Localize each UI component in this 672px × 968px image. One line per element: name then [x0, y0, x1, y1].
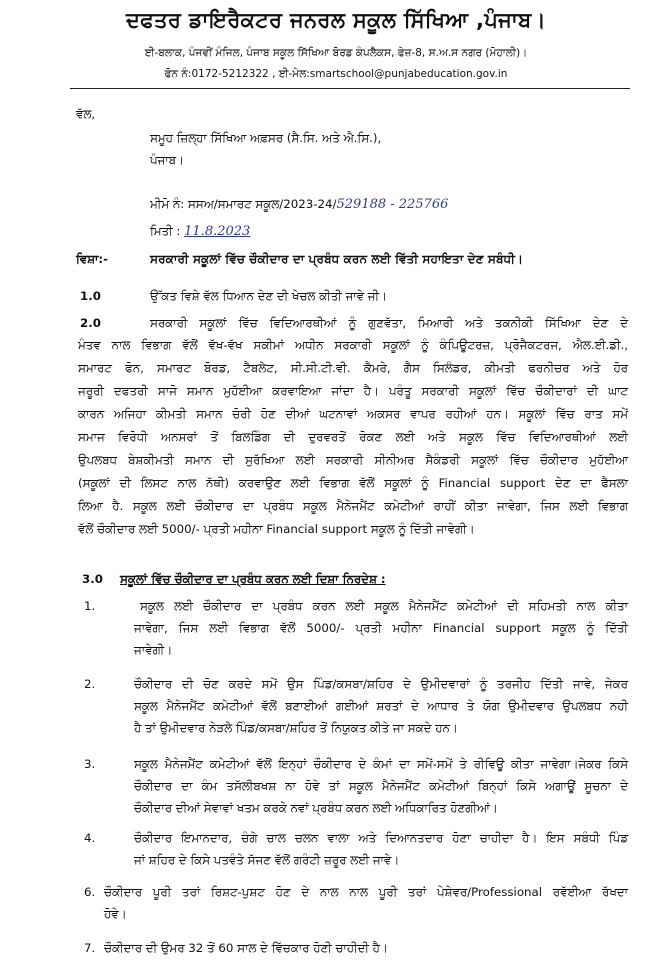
guideline-line: ਚੌਕੀਦਾਰ ਪੂਰੀ ਤਰਾਂ ਰਿਸ਼ਟ-ਪੁਸ਼ਟ ਹੋਣ ਦੇ ਨਾਲ ਨਾਲ ਪੂਰੀ ਤਰਾਂ ਪੇਸ਼ੇਵਰ/Professional ਰਵੱਈਆ ਰੱਖਦਾ [104, 885, 628, 899]
to-line-1: ਸਮੂਹ ਜ਼ਿਲ੍ਹਾ ਸਿੱਖਿਆ ਅਫ਼ਸਰ (ਸੈ.ਸਿ. ਅਤੇ ਐ.ਸਿ.), [150, 131, 382, 145]
guideline-line: ਚੌਕੀਦਾਰ ਦੀ ਚੋਣ ਕਰਦੇ ਸਮੇਂ ਉਸ ਪਿੰਡ/ਕਸਬਾ/ਸ਼ਹਿਰ ਦੇ ਉਮੀਦਵਾਰਾਂ ਨੂੰ ਤਰਜੀਹ ਦਿੱਤੀ ਜਾਵੇ, ਜੇਕਰ [134, 677, 628, 691]
guideline-line: ਜਾਵੇਗਾ, ਜਿਸ ਲਈ ਵਿਭਾਗ ਵੱਲੋਂ 5000/- ਪ੍ਰਤੀ ਮਹੀਨਾ Financial support ਸਕੂਲ ਨੂੰ ਦਿੱਤੀ [134, 621, 628, 635]
guideline-number: 4. [84, 831, 96, 845]
guideline-line: ਸਕੂਲ ਮੈਨੇਜਮੈਂਟ ਕਮੇਟੀਆਂ ਵੱਲੋਂ ਬਣਾਈਆਂ ਗਈਆਂ ਸ਼ਰਤਾਂ ਦੇ ਆਧਾਰ ਤੇ ਯੋਗ ਉਮੀਦਵਾਰ ਉਪਲਬਧ ਨਹੀ [134, 699, 628, 713]
para-2-line: ਕਾਰਨ ਅਜਿਹਾ ਕੀਮਤੀ ਸਮਾਨ ਚੋਰੀ ਹੋਣ ਦੀਆਂ ਘਟਨਾਵਾਂ ਅਕਸਰ ਵਾਪਰ ਰਹੀਆਂ ਹਨ। ਸਕੂਲਾਂ ਵਿੱਚ ਰਾਤ ਸਮੇਂ [78, 407, 628, 421]
guideline-line: ਚੌਕੀਦਾਰ ਦਾ ਕੰਮ ਤਸੱਲੀਬਖਸ਼ ਨਾ ਹੋਵੇ ਤਾਂ ਸਕੂਲ ਮੈਨੇਜਮੈਂਟ ਕਮੇਟੀਆਂ ਬਿਨ੍ਹਾਂ ਕਿਸੇ ਅਗਾਊਂ ਸੂਚਨਾ ਦੇ [134, 779, 628, 793]
para-2-line: ਵੱਲੋਂ ਚੌਕੀਦਾਰ ਲਈ 5000/- ਪ੍ਰਤੀ ਮਹੀਨਾ Financial support ਸਕੂਲ ਨੂੰ ਦਿੱਤੀ ਜਾਵੇਗੀ। [78, 522, 475, 536]
letterhead-title: ਦਫਤਰ ਡਾਇਰੈਕਟਰ ਜਨਰਲ ਸਕੂਲ ਸਿੱਖਿਆ ,ਪੰਜਾਬ। [125, 8, 547, 32]
guideline-line: ਸਕੂਲ ਮੈਨੇਜਮੈਂਟ ਕਮੇਟੀਆਂ ਵੱਲੋਂ ਇਨ੍ਹਾਂ ਚੌਕੀਦਾਰ ਦੇ ਕੰਮਾਂ ਦਾ ਸਮੇਂ-ਸਮੇਂ ਤੇ ਰੀਵਿਊ ਕੀਤਾ ਜਾਵੇਗਾ।ਜੇਕਰ ਕਿਸੇ [134, 757, 628, 771]
subject-text: ਸਰਕਾਰੀ ਸਕੂਲਾਂ ਵਿੱਚ ਚੌਕੀਦਾਰ ਦਾ ਪ੍ਰਬੰਧ ਕਰਨ ਲਈ ਵਿੱਤੀ ਸਹਾਇਤਾ ਦੇਣ ਸਬੰਧੀ। [150, 252, 524, 266]
memo-handwritten-number: 529188 - 225766 [336, 197, 449, 212]
guideline-number: 6. [84, 885, 96, 899]
letterhead-contact: ਫੋਨ ਨੰ:0172-5212322 , ਈ-ਮੇਲ:smartschool@punjabeducation.gov.in [164, 68, 508, 80]
guideline-number: 1. [84, 599, 96, 613]
to-line-2: ਪੰਜਾਬ। [150, 153, 184, 167]
guideline-item [134, 756, 628, 822]
para-2-line: ਸਮਾਜ ਵਿਰੋਧੀ ਅਨਸਰਾਂ ਤੋਂ ਬਿਲਡਿੰਗ ਦੀ ਦੁਰਵਰਤੋਂ ਰੋਕਣ ਲਈ ਅਤੇ ਸਕੂਲ ਵਿੱਚ ਵਿਦਿਆਰਥੀਆਂ ਲਈ [78, 430, 628, 444]
memo-label: ਮੀਮੋ ਨੰ: ਸਸਅ/ਸਮਾਰਟ ਸਕੂਲ/2023-24/ [150, 197, 337, 211]
guideline-item [134, 676, 628, 742]
guideline-number: 3. [84, 757, 96, 771]
guideline-line: ਚੌਕੀਦਾਰ ਦੀ ਉਮਰ 32 ਤੋਂ 60 ਸਾਲ ਦੇ ਵਿੱਚਕਾਰ ਹੋਣੀ ਚਾਹੀਦੀ ਹੈ। [104, 941, 388, 955]
guideline-line: ਸਕੂਲ ਲਈ ਚੌਕੀਦਾਰ ਦਾ ਪ੍ਰਬੰਧ ਕਰਨ ਲਈ ਸਕੂਲ ਮੈਨੇਜਮੈਂਟ ਕਮੇਟੀਆਂ ਦੀ ਸਹਿਮਤੀ ਨਾਲ ਕੀਤਾ [140, 599, 628, 613]
para-2-line: ਸਰਕਾਰੀ ਸਕੂਲਾਂ ਵਿੱਚ ਵਿਦਿਆਰਥੀਆਂ ਨੂੰ ਗੁਣਵੱਤਾ, ਮਿਆਰੀ ਅਤੇ ਤਕਨੀਕੀ ਸਿੱਖਿਆ ਦੇਣ ਦੇ [150, 316, 628, 330]
para-2-line: ਜਰੂਰੀ ਦਫਤਰੀ ਸਾਜੋ ਸਮਾਨ ਮੁਹੱਈਆ ਕਰਵਾਇਆ ਜਾਂਦਾ ਹੈ। ਪਰੰਤੂ ਸਰਕਾਰੀ ਸਕੂਲਾਂ ਵਿੱਚ ਚੌਕੀਦਾਰਾਂ ਦੀ ਘਾਟ [78, 384, 628, 398]
memo-date [150, 223, 250, 240]
para-1-number: 1.0 [80, 289, 101, 303]
para-2-line: ਸਮਾਰਟ ਫੋਨ, ਸਮਾਰਟ ਬੋਰਡ, ਟੈਬਲੇਟ, ਸੀ.ਸੀ.ਟੀ.ਵੀ. ਕੈਮਰੇ, ਗੈਸ ਸਿਲੰਡਰ, ਕੀਮਤੀ ਫਰਨੀਚਰ ਅਤੇ ਹੋਰ [78, 361, 628, 375]
guideline-line: ਹੋਵੇ। [104, 907, 127, 921]
guideline-line: ਹੈ ਤਾਂ ਉਮੀਦਵਾਰ ਨੇੜਲੇ ਪਿੰਡ/ਕਸਬਾ/ਸ਼ਹਿਰ ਤੋਂ ਨਿਯੁਕਤ ਕੀਤੇ ਜਾ ਸਕਦੇ ਹਨ। [134, 721, 458, 735]
memo-handwritten-date: 11.8.2023 [184, 224, 251, 239]
guideline-line: ਚੌਕੀਦਾਰ ਇਮਾਨਦਾਰ, ਚੰਗੇ ਚਾਲ ਚਲਨ ਵਾਲਾ ਅਤੇ ਦਿਆਨਤਦਾਰ ਹੋਣਾ ਚਾਹੀਦਾ ਹੈ। ਇਸ ਸਬੰਧੀ ਪਿੰਡ [134, 831, 628, 845]
para-2-number: 2.0 [80, 316, 101, 330]
to-label: ਵੱਲ, [76, 107, 96, 121]
guideline-line: ਜਾਂ ਸ਼ਹਿਰ ਦੇ ਕਿਸੇ ਪਤਵੰਤੇ ਸੱਜਣ ਵੱਲੋਂ ਗਰੰਟੀ ਜ਼ਰੂਰ ਲਈ ਜਾਵੇ। [134, 853, 400, 867]
guideline-item [134, 598, 628, 664]
memo-number [150, 196, 448, 213]
guideline-item [134, 830, 628, 874]
subject-label: ਵਿਸ਼ਾ:- [76, 252, 109, 266]
para-2-body [78, 315, 628, 544]
memo-date-label: ਮਿਤੀ : [150, 224, 181, 238]
guideline-line: ਜਾਵੇਗੀ। [134, 643, 173, 657]
para-2-line: ਮੰਤਵ ਨਾਲ ਵਿਭਾਗ ਵੱਲੋਂ ਵੱਖ-ਵੱਖ ਸਕੀਮਾਂ ਅਧੀਨ ਸਰਕਾਰੀ ਸਕੂਲਾਂ ਨੂੰ ਕੰਪਿਊਟਰਜ਼, ਪ੍ਰੋਜੈਕਟਰਜ, ਐਲ.ਈ.ਡੀ., [78, 338, 628, 352]
section-3-number: 3.0 [82, 572, 103, 586]
guideline-line: ਚੌਕੀਦਾਰ ਦੀਆਂ ਸੇਵਾਵਾਂ ਖਤਮ ਕਰਕੇ ਨਵਾਂ ਪ੍ਰਬੰਧ ਕਰਨ ਲਈ ਅਧਿਕਾਰਿਤ ਹੋਣਗੀਆਂ। [134, 801, 498, 815]
para-2-line: (ਸਕੂਲਾਂ ਦੀ ਲਿਸਟ ਨਾਲ ਨੱਥੀ) ਕਰਵਾਉਣ ਲਈ ਵਿਭਾਗ ਵੱਲੋਂ ਸਕੂਲਾਂ ਨੂੰ Financial support ਦੇਣ ਦਾ ਫੈਸਲਾ [78, 476, 628, 490]
guideline-number: 7. [84, 941, 96, 955]
letterhead-address: ਈ-ਬਲਾਕ, ਪੰਜਵੀਂ ਮੰਜਿਲ, ਪੰਜਾਬ ਸਕੂਲ ਸਿੱਖਿਆ ਬੋਰਡ ਕੰਪਲੈਕਸ, ਫੇਜ਼-8, ਸ.ਅ.ਸ ਨਗਰ (ਮੋਹਾਲੀ)। [144, 47, 528, 59]
para-2-line: ਲਿਆ ਹੈ. ਸਕੂਲ ਲਈ ਚੌਕੀਦਾਰ ਦਾ ਪ੍ਰਬੰਧ ਸਕੂਲ ਮੈਨੇਜਮੈਂਟ ਕਮੇਟੀਆਂ ਰਾਹੀਂ ਕੀਤਾ ਜਾਵੇਗਾ, ਜਿਸ ਲਈ ਵਿਭਾਗ [78, 499, 628, 513]
header-divider [70, 88, 630, 89]
para-1-text: ਉੱਕਤ ਵਿਸ਼ੇ ਵੱਲ ਧਿਆਨ ਦੇਣ ਦੀ ਖੇਚਲ ਕੀਤੀ ਜਾਵੇ ਜੀ। [150, 289, 387, 303]
guideline-item [104, 884, 628, 928]
section-3-heading: ਸਕੂਲਾਂ ਵਿੱਚ ਚੌਕੀਦਾਰ ਦਾ ਪ੍ਰਬੰਧ ਕਰਨ ਲਈ ਦਿਸ਼ਾ ਨਿਰਦੇਸ਼ : [120, 572, 386, 586]
guideline-number: 2. [84, 677, 96, 691]
para-2-line: ਉਪਲਬਧ ਬੇਸ਼ਕੀਮਤੀ ਸਮਾਨ ਦੀ ਸੁਰੱਖਿਆ ਲਈ ਸਰਕਾਰੀ ਸੀਨੀਅਰ ਸੈਕੰਡਰੀ ਸਕੂਲਾਂ ਵਿੱਚ ਚੌਕੀਦਾਰ ਮੁਹੱਈਆ [78, 453, 628, 467]
